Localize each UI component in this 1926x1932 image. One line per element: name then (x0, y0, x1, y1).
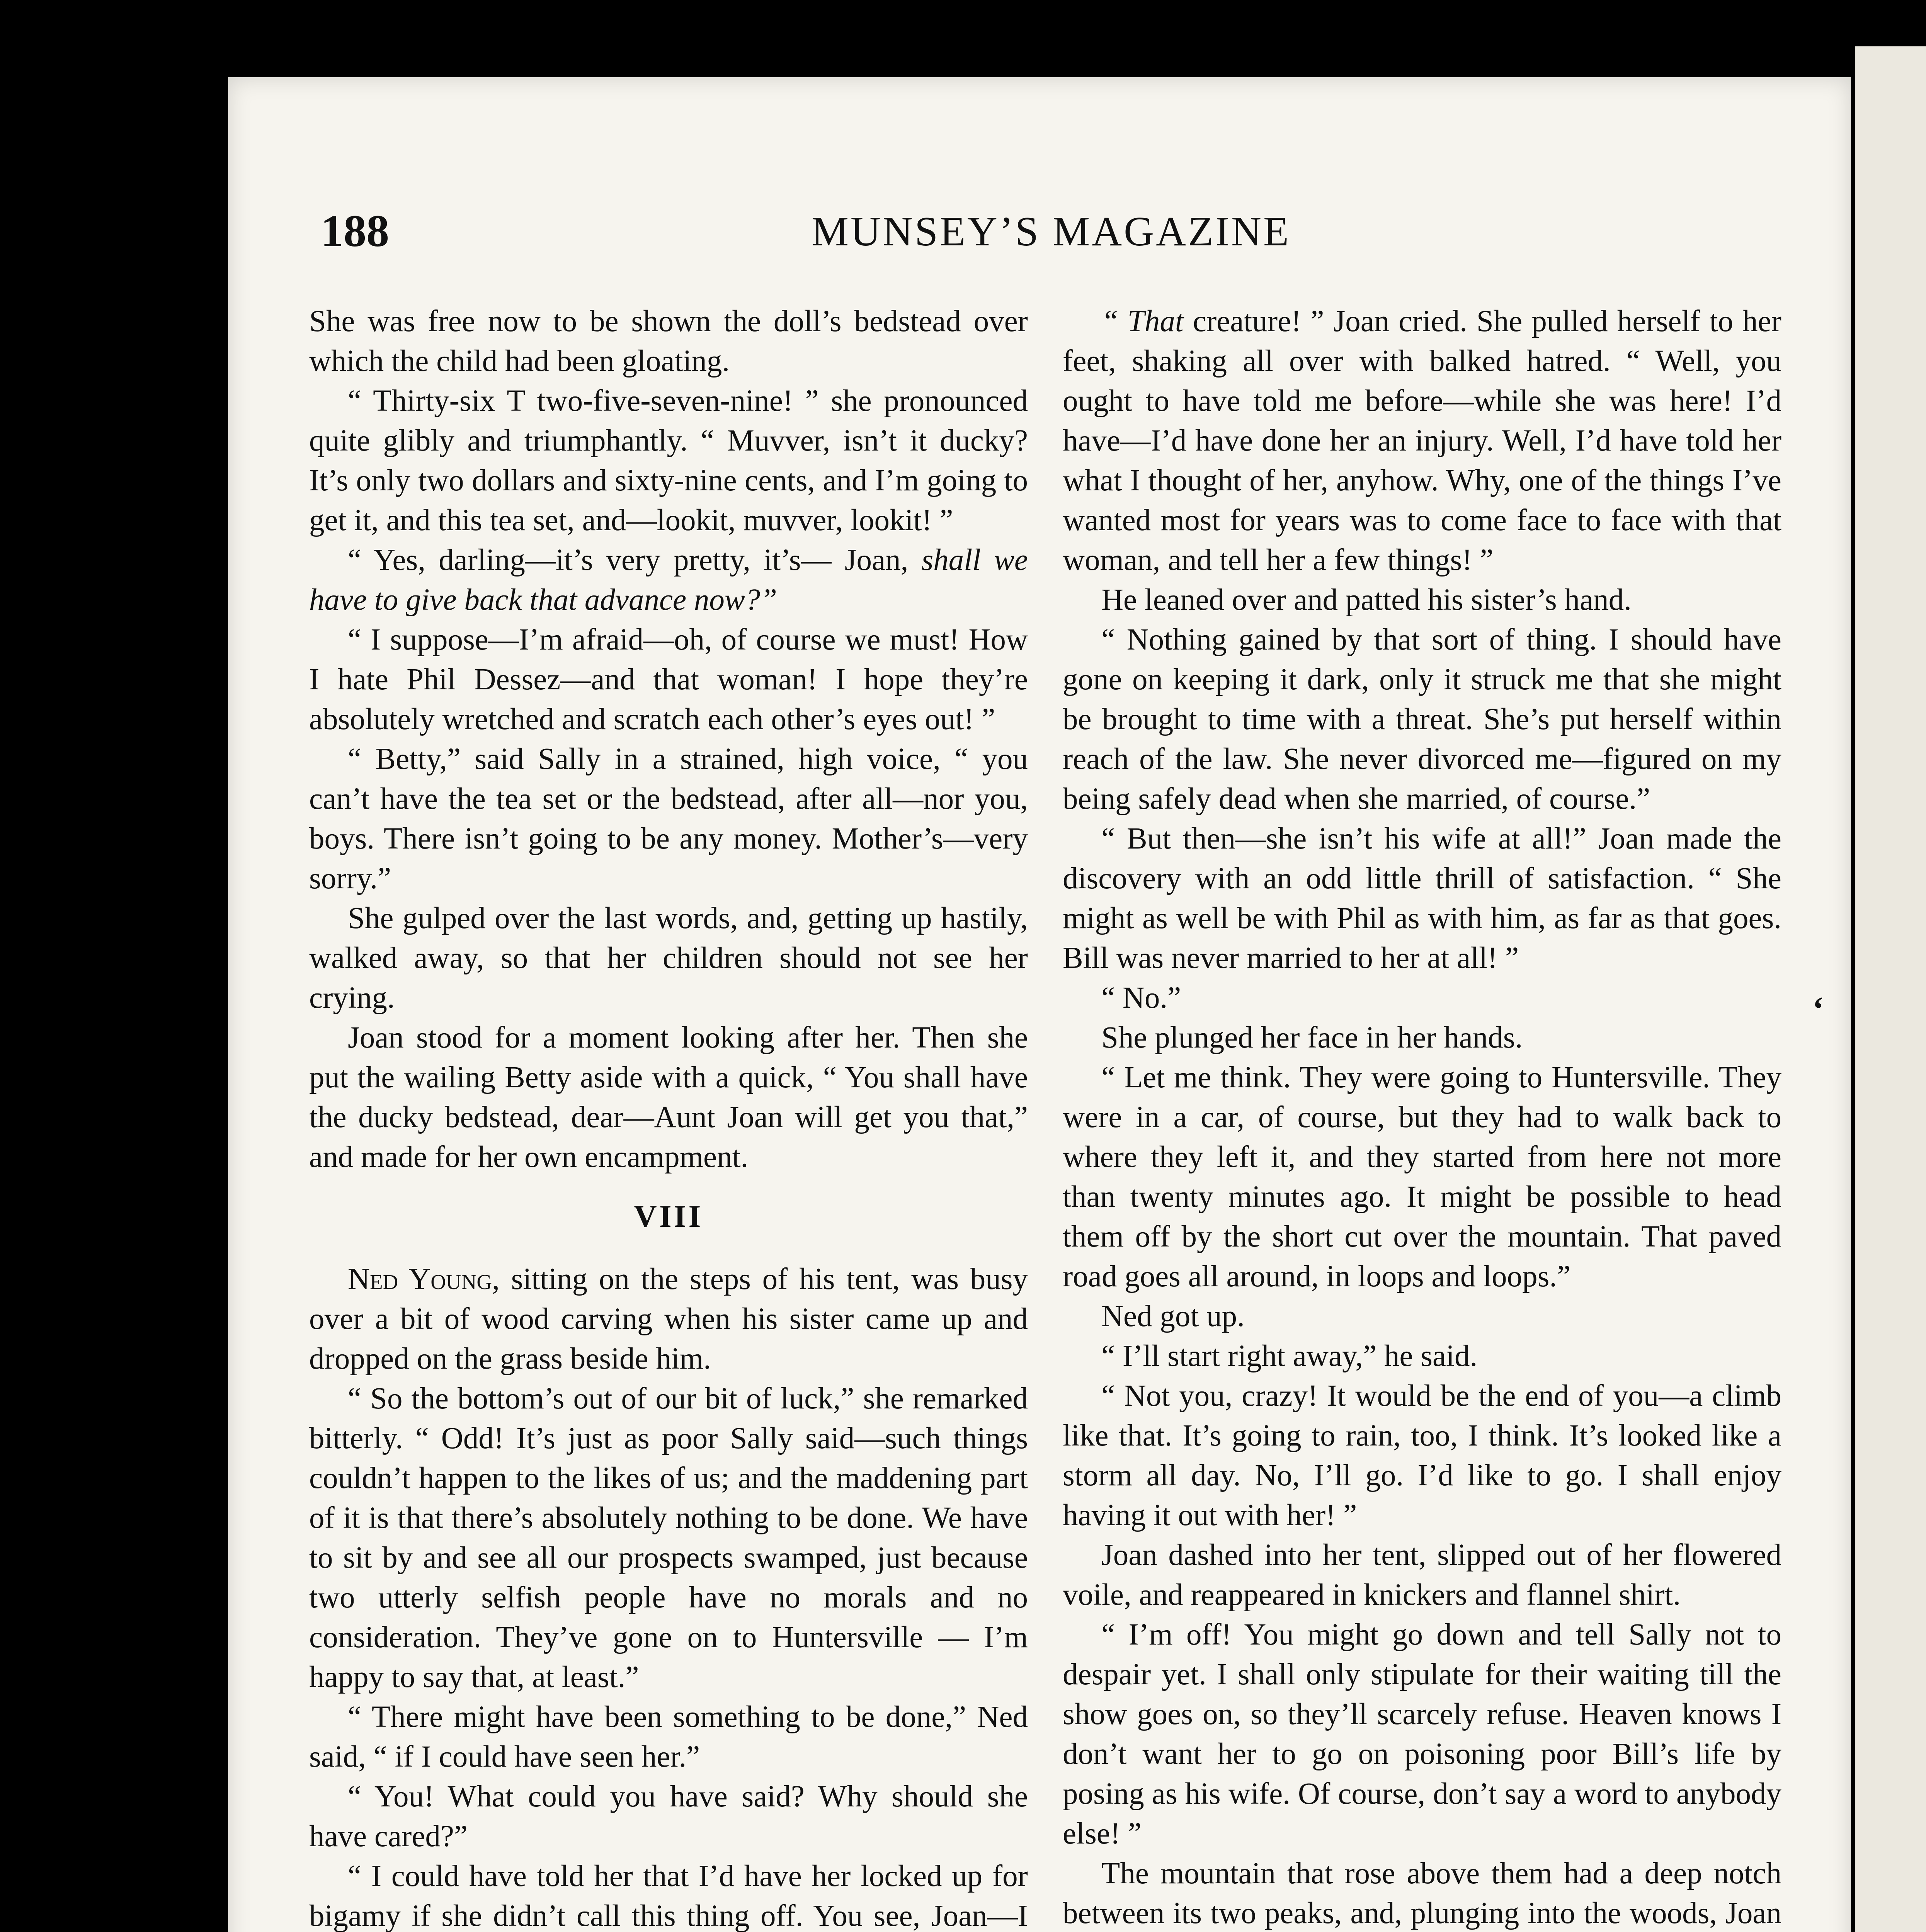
page-number: 188 (321, 206, 389, 256)
next-page-edge (1855, 46, 1926, 1932)
paragraph: The mountain that rose above them had a deep notch between its two peaks, and, plunging into the woods, Joan (1063, 1857, 1781, 1930)
paragraph: Joan stood for a moment looking after her. Then she put the wailing Betty aside with a quick, “ You shall have the ducky bedstead, dear—Aunt Joan will get you that,” and made for her own encampment. (309, 1021, 1028, 1174)
paragraph: “ I’m off! You might go down and tell Sally not to despair yet. I shall only stipulate for their waiting till the show goes on, so they’ll scarcely refuse. Heaven knows I don’t want her to go on poisoning poor Bill’s life by posing as his wife. Of course, don’t say a word to anybody else! ” (1063, 1618, 1781, 1850)
paragraph: Ned got up. (1101, 1299, 1245, 1333)
paragraph-italic-text: shall we have to give back that advance now?” (309, 543, 1028, 617)
paragraph: “ Thirty-six T two-five-seven-nine! ” she pronounced quite glibly and triumphantly. “ Muvver, isn’t it ducky? It’s only two dollars and sixty-nine cents, and I’m going to get it, and this tea set, and—lookit, muvver, lookit! ” (309, 384, 1028, 537)
paragraph: “ But then—she isn’t his wife at all!” Joan made the discovery with an odd little thrill of satisfaction. “ She might as well be with Phil as with him, as far as that goes. Bill was never married to her at all! ” (1063, 822, 1781, 975)
paragraph-smallcaps-text: Ned Young, (348, 1262, 500, 1296)
running-head: MUNSEY’S MAGAZINE (812, 209, 1291, 255)
paragraph: “ I suppose—I’m afraid—oh, of course we must! How I hate Phil Dessez—and that woman! I hope they’re absolutely wretched and scratch each other’s eyes out! ” (309, 623, 1028, 736)
paragraph: “ There might have been something to be done,” Ned said, “ if I could have seen her.” (309, 1700, 1028, 1774)
paragraph: “ I could have told her that I’d have her locked up for bigamy if she didn’t call this thing off. You see, Joan—I (309, 1859, 1028, 1932)
right-column (1063, 301, 1781, 1932)
paragraph-text: sitting on the steps of his tent, was busy over a bit of wood carving when his sister came up and dropped on the grass beside him. (309, 1262, 1028, 1376)
page-header (321, 205, 1781, 267)
paragraph: She gulped over the last words, and, getting up hastily, walked away, so that her children should not see her crying. (309, 901, 1028, 1015)
paragraph: “ Not you, crazy! It would be the end of you—a climb like that. It’s going to rain, too, I think. It’s looked like a storm all day. No, I’ll go. I’d like to go. I shall enjoy having it out with her! ” (1063, 1379, 1781, 1532)
paragraph: She plunged her face in her hands. (1101, 1021, 1523, 1054)
margin-mark: ‘ (1812, 990, 1824, 1028)
paragraph: “ You! What could you have said? Why should she have cared?” (309, 1780, 1028, 1853)
paragraph: “ I’ll start right away,” he said. (1101, 1339, 1478, 1373)
paragraph (309, 540, 1028, 620)
paragraph: “ Let me think. They were going to Huntersville. They were in a car, of course, but they had to walk back to where they left it, and they started from here not more than twenty minutes ago. It might be possible to head them off by the short cut over the mountain. That paved road goes all around, in loops and loops.” (1063, 1061, 1781, 1293)
paragraph: “ Betty,” said Sally in a strained, high voice, “ you can’t have the tea set or the bedstead, after all—nor you, boys. There isn’t going to be any money. Mother’s—very sorry.” (309, 742, 1028, 895)
paragraph-italic-text: “ That (1101, 304, 1184, 338)
section-heading: VIII (634, 1199, 703, 1234)
left-column (309, 301, 1028, 1932)
paragraph-text: creature! ” Joan cried. She pulled herself to her feet, shaking all over with balked hatred. “ Well, you ought to have told me before—while she was here! I’d have—I’d have done her an injury. Well, I’d have told her what I thought of her, anyhow. Why, one of the things I’ve wanted most for years was to come face to face with that woman, and tell her a few things! ” (1063, 304, 1781, 577)
paragraph: “ Nothing gained by that sort of thing. I should have gone on keeping it dark, only it struck me that she might be brought to time with a threat. She’s put herself within reach of the law. She never divorced me—figured on my being safely dead when she married, of course.” (1063, 623, 1781, 816)
paragraph: Joan dashed into her tent, slipped out of her flowered voile, and reappeared in knickers and flannel shirt. (1063, 1538, 1781, 1612)
paragraph: “ No.” (1101, 981, 1181, 1015)
paragraph: She was free now to be shown the doll’s bedstead over which the child had been gloating. (309, 304, 1028, 378)
paragraph (1063, 301, 1781, 580)
paragraph: He leaned over and patted his sister’s hand. (1101, 583, 1632, 617)
paragraph (309, 1259, 1028, 1379)
paragraph-text: “ Yes, darling—it’s very pretty, it’s— Joan, (348, 543, 922, 577)
paragraph: “ So the bottom’s out of our bit of luck,” she remarked bitterly. “ Odd! It’s just as poor Sally said—such things couldn’t happen to the likes of us; and the maddening part of it is that there’s absolutely nothing to be done. We have to sit by and see all our prospects swamped, just because two utterly selfish people have no morals and no consideration. They’ve gone on to Huntersville — I’m happy to say that, at least.” (309, 1382, 1028, 1694)
